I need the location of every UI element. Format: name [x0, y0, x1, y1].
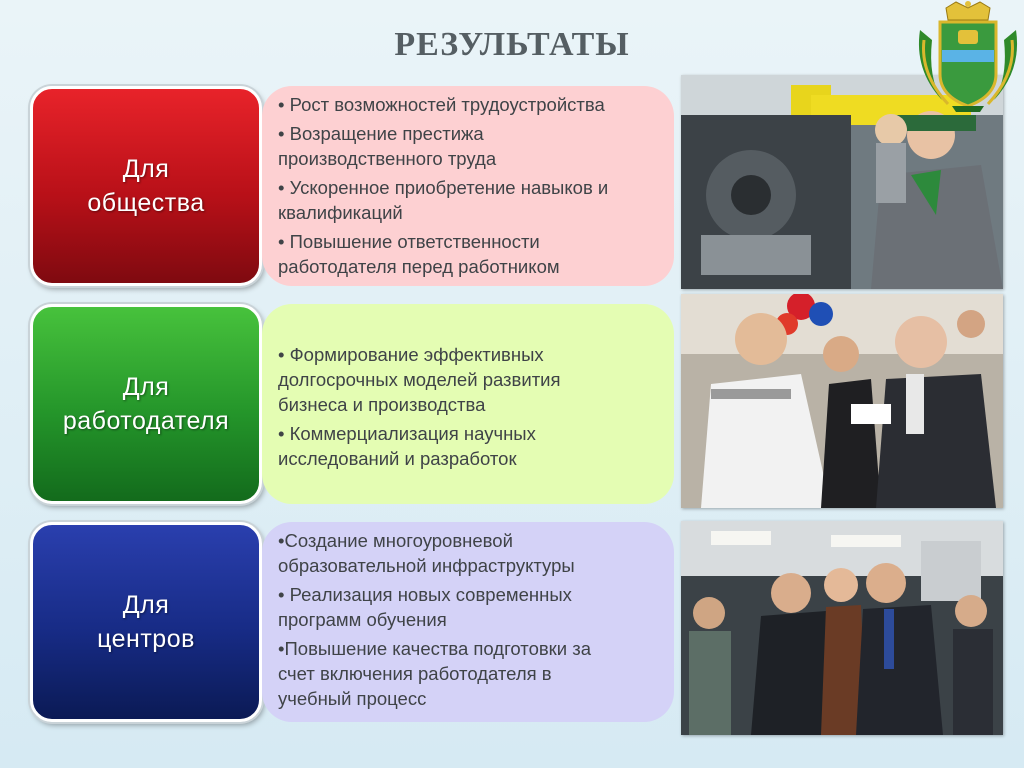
category-label: Для общества — [87, 155, 205, 217]
bullet-item: • Ускоренное приобретение навыков и квалификаций — [278, 177, 609, 223]
benefits-panel-employer — [262, 304, 674, 504]
handshake-ceremony-photo — [681, 294, 1003, 508]
page-title: РЕЗУЛЬТАТЫ — [394, 26, 630, 63]
category-label: Для работодателя — [62, 373, 230, 435]
bullet-item: • Возращение престижа производственного труда — [278, 123, 497, 169]
bullet-item: • Формирование эффективных долгосрочных моделей развития бизнеса и производства — [278, 344, 561, 415]
benefits-panel-centers — [262, 522, 674, 722]
bullet-item: • Повышение ответственности работодателя перед работником — [278, 231, 560, 277]
bullet-item: • Реализация новых современных программ обучения — [278, 584, 572, 630]
bullet-item: •Создание многоуровневой образовательной инфраструктуры — [278, 530, 575, 576]
bullet-item: •Повышение качества подготовки за счет включения работодателя в учебный процесс — [278, 638, 592, 709]
category-label: Для центров — [97, 591, 195, 653]
category-society — [30, 86, 262, 286]
bullet-item: • Коммерциализация научных исследований и разработок — [278, 423, 536, 469]
coat-of-arms-icon — [912, 0, 1024, 116]
benefits-panel-society — [262, 86, 674, 286]
category-employer — [30, 304, 262, 504]
category-centers — [30, 522, 262, 722]
officials-handshake-photo — [681, 521, 1003, 735]
bullet-item: • Рост возможностей трудоустройства — [278, 94, 605, 115]
